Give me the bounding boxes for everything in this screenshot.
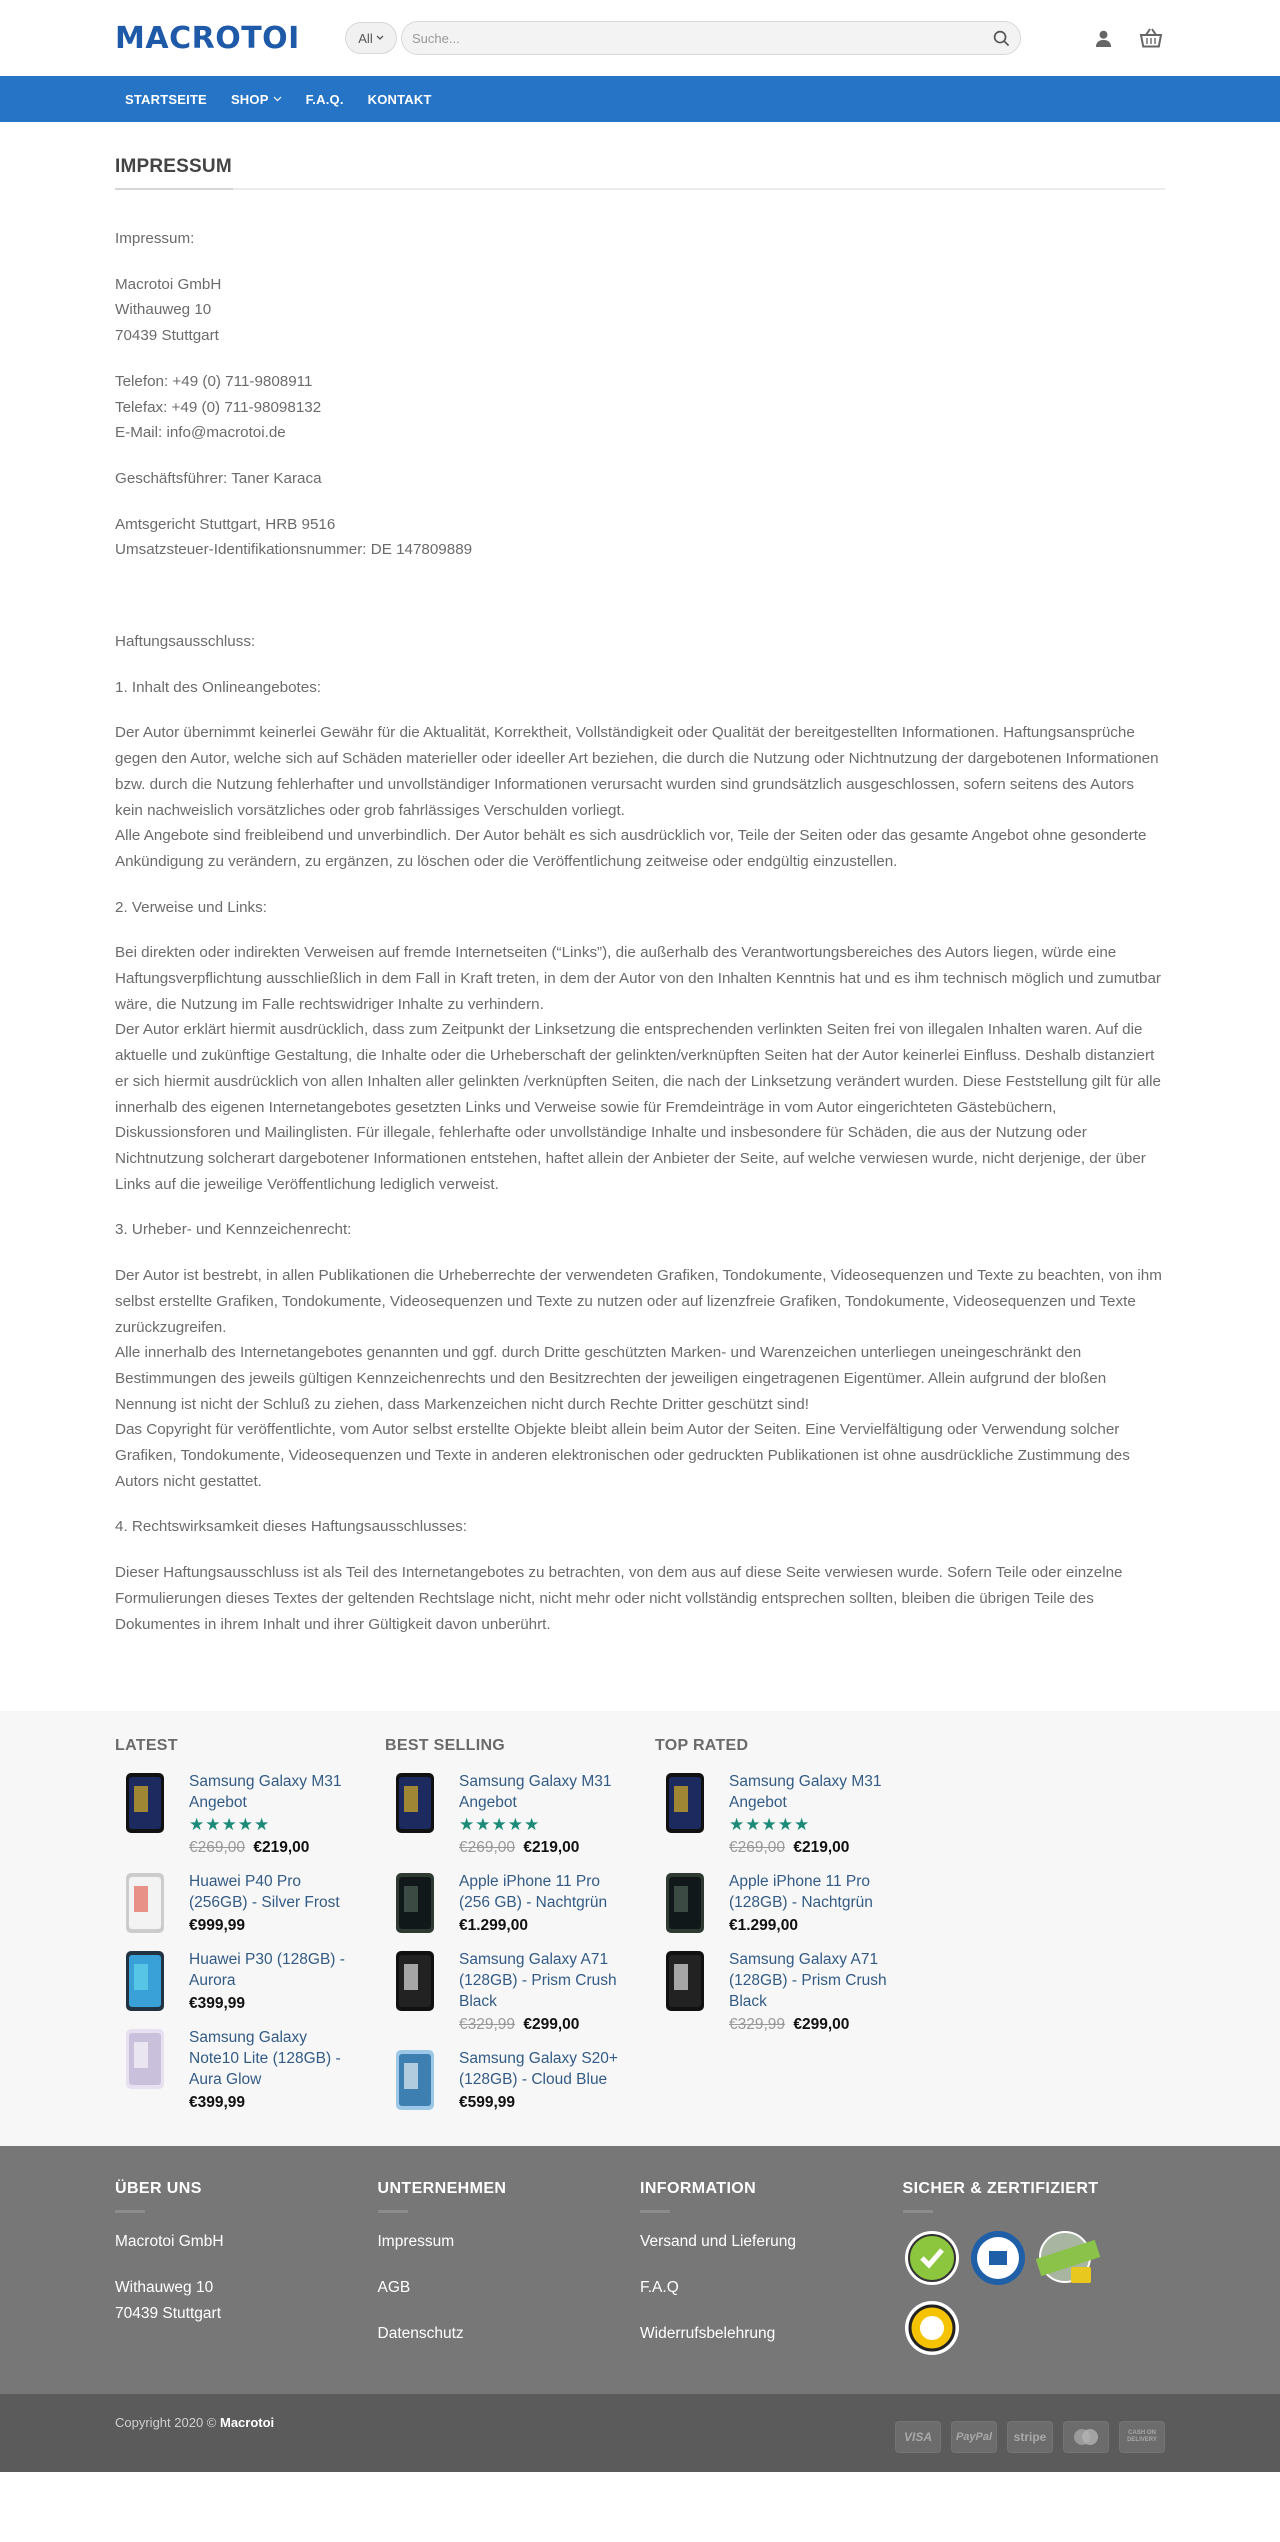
product-price: [189, 1915, 357, 1937]
footer-link-datenschutz[interactable]: Datenschutz: [377, 2325, 464, 2343]
main-navigation: [0, 76, 1280, 122]
product-name[interactable]: Samsung Galaxy M31 Angebot: [459, 1773, 612, 1812]
product-item[interactable]: [385, 2048, 655, 2114]
section-1-text: [115, 720, 1165, 874]
product-price: [189, 1993, 357, 2015]
footer-divider: [115, 2210, 145, 2213]
product-price: [459, 2092, 627, 2114]
company-email: E-Mail: info@macrotoi.de: [115, 424, 286, 442]
product-thumbnail[interactable]: [655, 1949, 715, 2013]
section-1-paragraph-a: Der Autor übernimmt keinerlei Gewähr für die Aktualität, Korrektheit, Vollständigkeit oder Qualität der bereitgestellten Informationen. Haftungsansprüche gegen den Autor, welche sich auf Schäden materieller oder ideeller Art beziehen, die durch die Nutzung oder Nichtnutzung der dargebotenen Informationen bzw. durch die Nutzung fehlerhafter und unvollständiger Informationen verursacht wurden sind grundsätzlich ausgeschlossen, sofern seitens des Autors kein nachweislich vorsätzliches oder grob fahrlässiges Verschulden vorliegt.: [115, 724, 1159, 819]
paypal-icon: PayPal: [951, 2421, 997, 2453]
product-info: [459, 1771, 627, 1859]
product-item[interactable]: [115, 1871, 385, 1937]
chevron-down-icon: [273, 96, 282, 102]
payment-icons: [895, 2421, 1165, 2453]
product-name[interactable]: Samsung Galaxy M31 Angebot: [189, 1773, 342, 1812]
section-4-text: Dieser Haftungsausschluss ist als Teil des Internetangebotes zu betrachten, von dem aus auf diese Seite verwiesen wurde. Sofern Teile oder einzelne Formulierungen dieses Textes der geltenden Rechtslage nicht, nicht mehr oder nicht vollständig entsprechen sollten, bleiben die übrigen Teile des Dokumentes in ihrem Inhalt und ihrer Gültigkeit davon unberührt.: [115, 1564, 1123, 1633]
site-footer: [0, 2146, 1280, 2394]
section-3-text: [115, 1263, 1165, 1494]
user-account-icon[interactable]: [1094, 29, 1113, 48]
product-name[interactable]: Samsung Galaxy M31 Angebot: [729, 1773, 882, 1812]
tuv-seal-icon[interactable]: [969, 2229, 1027, 2287]
section-3-heading: 3. Urheber- und Kennzeichenrecht:: [115, 1221, 352, 1239]
page-title: IMPRESSUM: [115, 156, 232, 177]
product-list-top-rated: [655, 1737, 925, 2126]
cart-basket-icon[interactable]: [1139, 27, 1163, 49]
nav-item-startseite[interactable]: STARTSEITE: [125, 91, 207, 107]
footer-street: Withauweg 10: [115, 2279, 214, 2297]
product-info: [189, 2027, 357, 2114]
company-street: Withauweg 10: [115, 301, 212, 319]
company-city: 70439 Stuttgart: [115, 327, 219, 345]
product-info: [189, 1871, 357, 1937]
product-item[interactable]: [385, 1771, 655, 1859]
disclaimer-heading: Haftungsausschluss:: [115, 633, 256, 651]
product-info: [729, 1771, 897, 1859]
old-price: €269,00: [729, 1839, 786, 1857]
product-thumbnail[interactable]: [115, 2027, 175, 2091]
current-price: €399,99: [189, 2094, 246, 2112]
section-1-heading: 1. Inhalt des Onlineangebotes:: [115, 678, 322, 696]
nav-item-faq[interactable]: F.A.Q.: [305, 91, 344, 107]
webshop-seal-icon[interactable]: [903, 2229, 961, 2287]
company-contact: [115, 369, 1165, 446]
cash-on-delivery-icon: CASH ON DELIVERY: [1119, 2421, 1165, 2453]
product-name[interactable]: Huawei P40 Pro (256GB) - Silver Frost: [189, 1873, 340, 1912]
title-divider: [115, 188, 1165, 190]
product-name[interactable]: Samsung Galaxy Note10 Lite (128GB) - Aura Glow: [189, 2029, 341, 2089]
current-price: €219,00: [253, 1839, 310, 1857]
footer-link-impressum[interactable]: Impressum: [377, 2233, 455, 2251]
footer-link-agb[interactable]: AGB: [377, 2279, 411, 2297]
product-info: [459, 2048, 627, 2114]
product-price: [729, 1915, 897, 1937]
section-3-paragraph-c: Das Copyright für veröffentlichte, vom Autor selbst erstellte Objekte bleibt allein beim Autor der Seiten. Eine Vervielfältigung oder Verwendung solcher Grafiken, Tondokumente, Videosequenzen und Texte in anderen elektronischen oder gedruckten Publikationen ist ohne ausdrückliche Zustimmung des Autors nicht gestattet.: [115, 1421, 1130, 1490]
search-form: [345, 21, 1021, 55]
section-2-paragraph-b: Der Autor erklärt hiermit ausdrücklich, dass zum Zeitpunkt der Linksetzung die entsprechenden verlinkten Seiten frei von illegalen Inhalten waren. Auf die aktuelle und zukünftige Gestaltung, die Inhalte oder die Urheberschaft der gelinkten/verknüpften Seiten hat der Autor keinerlei Einfluss. Deshalb distanziert er sich hiermit ausdrücklich von allen Inhalten aller gelinkten /verknüpften Seiten, die nach der Linksetzung verändert wurden. Diese Feststellung gilt für alle innerhalb des eigenen Internetangebotes gesetzten Links und Verweise sowie für Fremdeinträge in vom Autor eingerichteten Gästebüchern, Diskussionsforen und Mailinglisten. Für illegale, fehlerhafte oder unvollständige Inhalte und insbesondere für Schäden, die aus der Nutzung oder Nichtnutzung solcherart dargebotener Informationen entstehen, haftet allein der Anbieter der Seite, auf welche verwiesen wurde, nicht derjenige, der über Links auf die jeweilige Veröffentlichung lediglich verweist.: [115, 1021, 1161, 1193]
search-input[interactable]: [412, 31, 993, 46]
section-2-paragraph-a: Bei direkten oder indirekten Verweisen auf fremde Internetseiten (“Links”), die außerhalb des Verantwortungsbereiches des Autors liegen, würde eine Haftungsverpflichtung ausschließlich in dem Fall in Kraft treten, in dem der Autor von den Inhalten Kenntnis hat und es ihm technisch möglich und zumutbar wäre, die Nutzung im Falle rechtswidriger Inhalte zu verhindern.: [115, 944, 1161, 1013]
product-info: [189, 1771, 357, 1859]
company-phone: Telefon: +49 (0) 711-9808911: [115, 372, 313, 390]
nav-item-kontakt[interactable]: KONTAKT: [367, 91, 432, 107]
footer-company: Macrotoi GmbH: [115, 2233, 224, 2251]
footer-divider: [640, 2210, 670, 2213]
footer-about-title: ÜBER UNS: [115, 2180, 202, 2198]
old-price: €329,99: [729, 2016, 786, 2034]
company-court: Amtsgericht Stuttgart, HRB 9516: [115, 515, 336, 533]
nav-item-shop-label: SHOP: [230, 91, 269, 107]
current-price: €999,99: [189, 1917, 246, 1935]
stripe-icon: stripe: [1007, 2421, 1053, 2453]
product-item[interactable]: [115, 1949, 385, 2015]
product-thumbnail[interactable]: [385, 1949, 445, 2013]
product-price: [459, 1837, 627, 1859]
company-registration: [115, 512, 1165, 563]
product-name[interactable]: Huawei P30 (128GB) - Aurora: [189, 1951, 345, 1990]
section-3-paragraph-b: Alle innerhalb des Internetangebotes genannten und ggf. durch Dritte geschützten Marken- und Warenzeichen unterliegen uneingeschränkt den Bestimmungen des jeweils gültigen Kennzeichenrechts und den Besitzrechten der jeweiligen eingetragenen Eigentümer. Allein aufgrund der bloßen Nennung ist nicht der Schluß zu ziehen, dass Markenzeichen nicht durch Rechte Dritter geschützt sind!: [115, 1344, 1107, 1413]
current-price: €219,00: [793, 1839, 850, 1857]
section-2-text: [115, 940, 1165, 1197]
footer-certified: [903, 2180, 1166, 2367]
rating-stars: ★★★★★: [459, 1815, 541, 1835]
search-category-value: All: [358, 30, 373, 46]
current-price: €219,00: [523, 1839, 580, 1857]
footer-divider: [378, 2210, 408, 2213]
product-item[interactable]: [655, 1871, 925, 1937]
product-name[interactable]: Samsung Galaxy A71 (128GB) - Prism Crush Black: [459, 1951, 617, 2011]
footer-bottom-bar: [0, 2394, 1280, 2472]
trust-seals: [903, 2229, 1123, 2357]
rating-stars: ★★★★★: [189, 1815, 271, 1835]
product-info: [729, 1949, 897, 2036]
visa-icon: VISA: [895, 2421, 941, 2453]
product-item[interactable]: [115, 2027, 385, 2114]
product-item[interactable]: [655, 1771, 925, 1859]
old-price: €269,00: [189, 1839, 246, 1857]
copyright-text: Copyright 2020 ©: [115, 2414, 217, 2430]
current-price: €1.299,00: [729, 1917, 798, 1935]
mastercard-icon: [1063, 2421, 1109, 2453]
footer-information: [640, 2180, 903, 2367]
product-thumbnail[interactable]: [655, 1771, 715, 1835]
current-price: €399,99: [189, 1995, 246, 2013]
nav-item-shop[interactable]: [231, 92, 282, 107]
product-name[interactable]: Apple iPhone 11 Pro (128GB) - Nachtgrün: [729, 1873, 873, 1912]
section-1-paragraph-b: Alle Angebote sind freibleibend und unverbindlich. Der Autor behält es sich ausdrücklich vor, Teile der Seiten oder das gesamte Angebot ohne gesonderte Ankündigung zu verändern, zu ergänzen, zu löschen oder die Veröffentlichung zeitweise oder endgültig einzustellen.: [115, 827, 1147, 870]
company-fax: Telefax: +49 (0) 711-98098132: [115, 398, 322, 416]
footer-link-versand[interactable]: Versand und Lieferung: [640, 2233, 796, 2251]
footer-info-title: INFORMATION: [640, 2180, 757, 2198]
ssl-seal-icon[interactable]: [1035, 2229, 1101, 2291]
old-price: €329,99: [459, 2016, 516, 2034]
product-info: [189, 1949, 357, 2015]
old-price: €269,00: [459, 1839, 516, 1857]
impressum-heading: Impressum:: [115, 230, 195, 247]
footer-divider: [903, 2210, 933, 2213]
product-item[interactable]: [655, 1949, 925, 2036]
product-price: [729, 2014, 897, 2036]
footer-certified-title: SICHER & ZERTIFIZIERT: [902, 2180, 1099, 2198]
product-list-title: LATEST: [115, 1737, 178, 1755]
product-price: [729, 1837, 897, 1859]
header-actions: [1094, 27, 1165, 49]
product-list-title: BEST SELLING: [385, 1737, 506, 1755]
product-thumbnail[interactable]: [385, 1771, 445, 1835]
product-thumbnail[interactable]: [115, 1871, 175, 1935]
product-thumbnail[interactable]: [655, 1871, 715, 1935]
page-content: [0, 122, 1280, 1637]
current-price: €599,99: [459, 2094, 516, 2112]
section-2-heading: 2. Verweise und Links:: [115, 898, 267, 916]
product-price: [189, 1837, 357, 1859]
current-price: €299,00: [793, 2016, 850, 2034]
search-category-select[interactable]: [345, 22, 397, 54]
footer-company-links: [378, 2180, 641, 2367]
product-list-title: TOP RATED: [655, 1737, 749, 1755]
product-thumbnail[interactable]: [385, 2048, 445, 2112]
product-widgets: [0, 1711, 1280, 2146]
site-logo[interactable]: MACROTOI: [115, 20, 300, 56]
footer-link-widerruf[interactable]: Widerrufsbelehrung: [640, 2325, 776, 2343]
product-name[interactable]: Apple iPhone 11 Pro (256 GB) - Nachtgrün: [459, 1873, 608, 1912]
product-thumbnail[interactable]: [385, 1871, 445, 1935]
company-name: Macrotoi GmbH: [115, 275, 222, 293]
product-item[interactable]: [385, 1871, 655, 1937]
product-name[interactable]: Samsung Galaxy S20+ (128GB) - Cloud Blue: [459, 2050, 618, 2089]
product-price: [459, 2014, 627, 2036]
product-item[interactable]: [115, 1771, 385, 1859]
footer-about: [115, 2180, 378, 2367]
product-list-best-selling: [385, 1737, 655, 2126]
company-address: [115, 272, 1165, 349]
copyright-brand: Macrotoi: [219, 2414, 275, 2430]
copyright: [115, 2415, 274, 2430]
product-info: [459, 1871, 627, 1937]
product-name[interactable]: Samsung Galaxy A71 (128GB) - Prism Crush Black: [729, 1951, 887, 2011]
product-thumbnail[interactable]: [115, 1771, 175, 1835]
product-price: [189, 2092, 357, 2114]
current-price: €299,00: [523, 2016, 580, 2034]
footer-link-faq[interactable]: F.A.Q: [640, 2279, 679, 2297]
trusted-shops-seal-icon[interactable]: [903, 2299, 961, 2357]
search-icon[interactable]: [993, 30, 1010, 47]
product-price: [459, 1915, 627, 1937]
site-header: [0, 0, 1280, 76]
rating-stars: ★★★★★: [729, 1815, 811, 1835]
chevron-down-icon: [376, 35, 384, 41]
product-list-latest: [115, 1737, 385, 2126]
section-3-paragraph-a: Der Autor ist bestrebt, in allen Publikationen die Urheberrechte der verwendeten Grafiken, Tondokumente, Videosequenzen und Texte zu beachten, von ihm selbst erstellte Grafiken, Tondokumente, Videosequenzen und Texte zu nutzen oder auf lizenzfreie Grafiken, Tondokumente, Videosequenzen und Texte zurückzugreifen.: [115, 1267, 1162, 1336]
product-item[interactable]: [385, 1949, 655, 2036]
section-spacer: [115, 583, 1165, 629]
company-vat-id: Umsatzsteuer-Identifikationsnummer: DE 147809889: [115, 541, 473, 559]
search-field-wrapper: [401, 21, 1021, 55]
company-ceo: Geschäftsführer: Taner Karaca: [115, 469, 322, 487]
section-4-heading: 4. Rechtswirksamkeit dieses Haftungsausschlusses:: [115, 1518, 467, 1536]
product-thumbnail[interactable]: [115, 1949, 175, 2013]
product-info: [729, 1871, 897, 1937]
current-price: €1.299,00: [459, 1917, 528, 1935]
footer-city: 70439 Stuttgart: [115, 2305, 221, 2323]
footer-company-title: UNTERNEHMEN: [377, 2180, 507, 2198]
product-info: [459, 1949, 627, 2036]
